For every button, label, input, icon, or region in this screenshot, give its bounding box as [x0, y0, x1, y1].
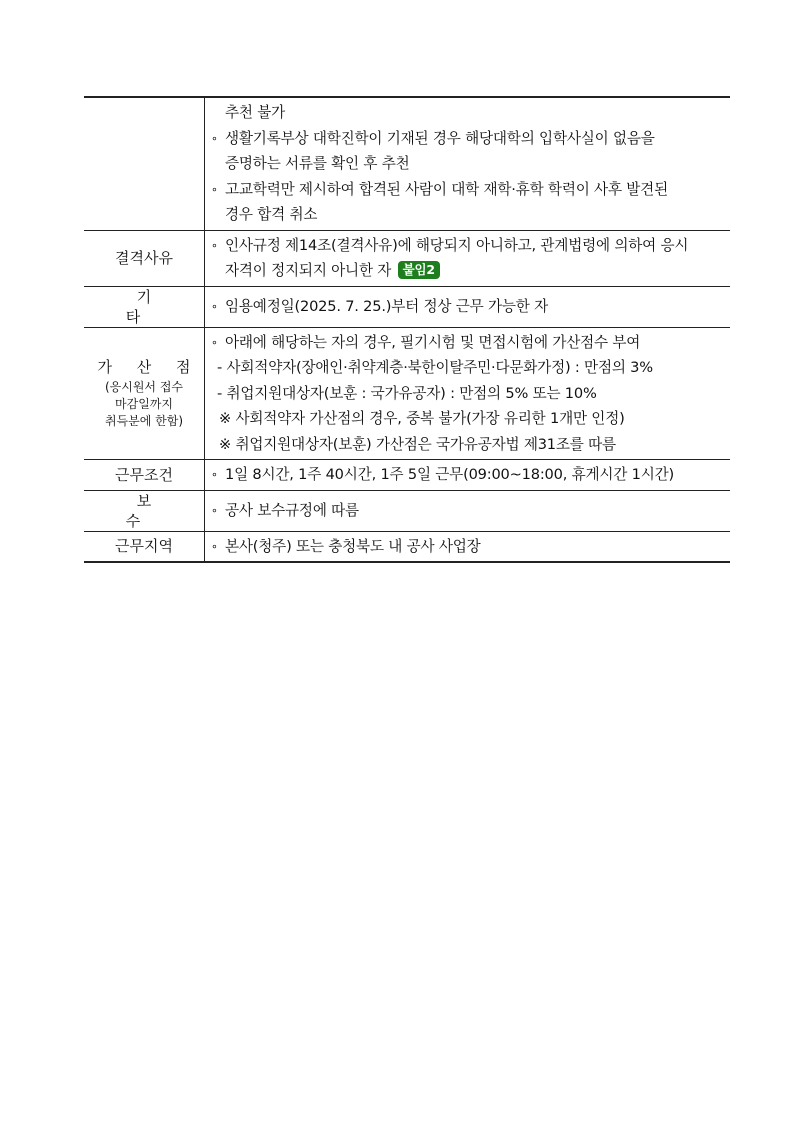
content-line: 경우 합격 취소	[225, 206, 318, 223]
content-line: 증명하는 서류를 확인 후 추천	[225, 155, 410, 172]
bonus-note-line: 취득분에 한함)	[104, 413, 184, 428]
row-label-bonus-points: 가 산 점 (응시원서 접수 마감일까지 취득분에 한함)	[84, 327, 205, 460]
ring-bullet-icon: ∘	[211, 131, 218, 145]
ring-bullet-icon: ∘	[211, 182, 218, 196]
row-content-work-location	[205, 531, 731, 562]
content-line: ※ 취업지원대상자(보훈) 가산점은 국가유공자법 제31조를 따름	[219, 435, 616, 453]
row-label-disqualification: 결격사유	[84, 230, 205, 286]
ring-bullet-icon: ∘	[211, 539, 218, 553]
table-row	[84, 490, 730, 531]
content-line: - 취업지원대상자(보훈 : 국가유공자) : 만점의 5% 또는 10%	[217, 384, 597, 402]
table-row	[84, 286, 730, 327]
content-line: ∘ 아래에 해당하는 자의 경우, 필기시험 및 면접시험에 가산점수 부여	[211, 330, 724, 356]
ring-bullet-icon: ∘	[211, 468, 218, 481]
content-line: ∘ 고교학력만 제시하여 합격된 사람이 대학 재학·휴학 학력이 사후 발견된	[211, 177, 724, 203]
table-row	[84, 97, 730, 230]
content-line: - 사회적약자(장애인·취약계층·북한이탈주민·다문화가정) : 만점의 3%	[217, 359, 653, 376]
row-label-empty	[84, 97, 205, 230]
table-row	[84, 327, 730, 460]
bonus-note-line: (응시원서 접수	[104, 379, 184, 394]
ring-bullet-icon: ∘	[211, 335, 218, 349]
ring-bullet-icon: ∘	[211, 503, 218, 517]
row-label-salary: 보 수	[84, 490, 205, 531]
content-line: ∘ 임용예정일(2025. 7. 25.)부터 정상 근무 가능한 자	[211, 294, 724, 320]
content-line: ∘ 1일 8시간, 1주 40시간, 1주 5일 근무(09:00~18:00, 휴게시간 1시간)	[211, 462, 724, 488]
row-label-other: 기 타	[84, 286, 205, 327]
content-line: ∘ 본사(청주) 또는 충청북도 내 공사 사업장	[211, 534, 724, 560]
table-row	[84, 531, 730, 562]
row-content-disqualification	[205, 230, 731, 286]
table-row	[84, 460, 730, 491]
ring-bullet-icon: ∘	[211, 238, 218, 252]
row-content-work-conditions	[205, 460, 731, 491]
row-label-work-conditions: 근무조건	[84, 460, 205, 491]
bonus-note-line: 마감일까지	[115, 396, 173, 411]
content-line: ※ 사회적약자 가산점의 경우, 중복 불가(가장 유리한 1개만 인정)	[219, 410, 625, 427]
row-content-bonus-points	[205, 327, 731, 460]
content-line: ∘ 인사규정 제14조(결격사유)에 해당되지 아니하고, 관계법령에 의하여 응시	[211, 233, 724, 259]
content-line: ∘ 공사 보수규정에 따름	[211, 498, 724, 524]
content-line: ∘ 생활기록부상 대학진학이 기재된 경우 해당대학의 입학사실이 없음을	[211, 126, 724, 152]
content-line: 추천 불가	[225, 104, 286, 121]
recruitment-requirements-table	[84, 96, 730, 563]
row-label-work-location: 근무지역	[84, 531, 205, 562]
row-content-other	[205, 286, 731, 327]
attachment-badge: 붙임2	[398, 261, 440, 279]
table-row	[84, 230, 730, 286]
row-content-education	[205, 97, 731, 230]
ring-bullet-icon: ∘	[211, 299, 218, 313]
row-content-salary	[205, 490, 731, 531]
content-line: 자격이 정지되지 아니한 자 붙임2	[211, 258, 724, 284]
